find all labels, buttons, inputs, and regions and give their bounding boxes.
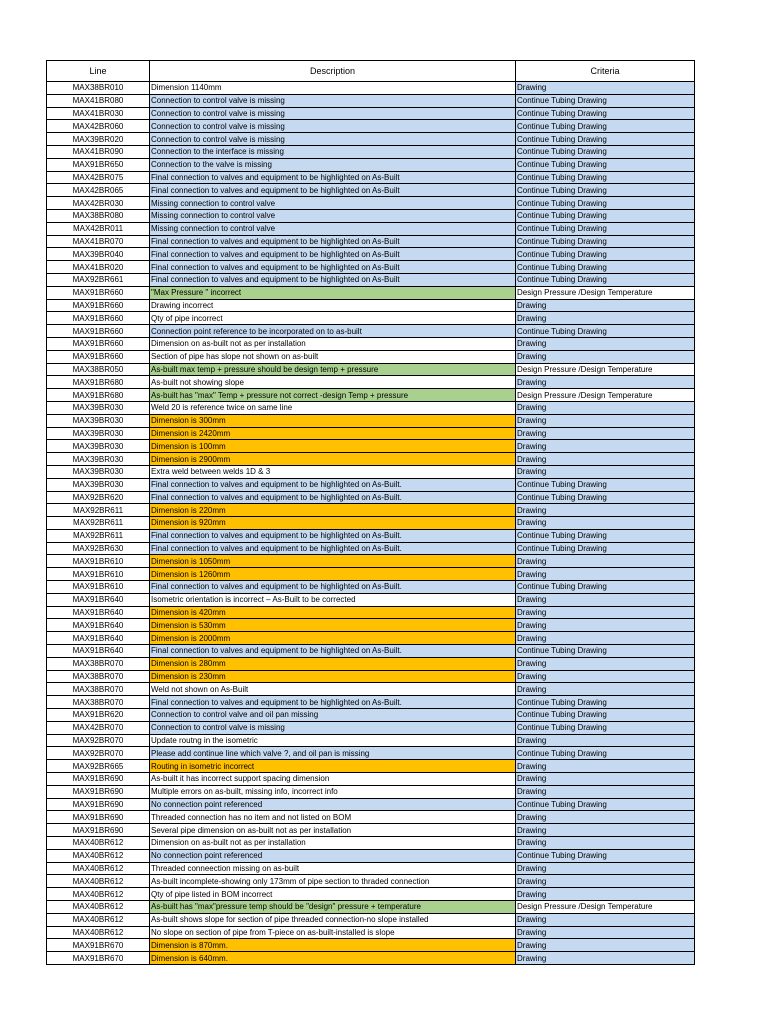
criteria-cell: Continue Tubing Drawing (516, 222, 695, 235)
line-cell: MAX91BR660 (47, 312, 150, 325)
description-cell: Dimension is 920mm (150, 517, 516, 530)
description-cell: Connection point reference to be incorporated on to as-built (150, 325, 516, 338)
table-row (47, 184, 695, 197)
line-cell: MAX42BR030 (47, 197, 150, 210)
line-cell: MAX42BR070 (47, 721, 150, 734)
description-cell: As-built not showing slope (150, 376, 516, 389)
criteria-cell: Drawing (516, 632, 695, 645)
line-cell: MAX42BR065 (47, 184, 150, 197)
table-row (47, 760, 695, 773)
line-cell: MAX39BR030 (47, 440, 150, 453)
line-cell: MAX40BR612 (47, 926, 150, 939)
description-cell: Dimension is 640mm. (150, 952, 516, 965)
criteria-cell: Drawing (516, 401, 695, 414)
description-cell: Drawing incorrect (150, 299, 516, 312)
table-row (47, 606, 695, 619)
criteria-cell: Drawing (516, 555, 695, 568)
criteria-cell: Continue Tubing Drawing (516, 197, 695, 210)
description-cell: Final connection to valves and equipment to be highlighted on As-Built (150, 248, 516, 261)
line-cell: MAX91BR660 (47, 299, 150, 312)
line-cell: MAX91BR640 (47, 645, 150, 658)
description-cell: Dimension on as-built not as per installation (150, 337, 516, 350)
criteria-cell: Drawing (516, 734, 695, 747)
table-row (47, 875, 695, 888)
description-cell: Dimension is 530mm (150, 619, 516, 632)
table-row (47, 568, 695, 581)
description-cell: Dimension is 280mm (150, 657, 516, 670)
criteria-cell: Continue Tubing Drawing (516, 248, 695, 261)
table-row (47, 542, 695, 555)
description-cell: Final connection to valves and equipment to be highlighted on As-Built. (150, 478, 516, 491)
description-cell: "Max Pressure " incorrect (150, 286, 516, 299)
criteria-cell: Drawing (516, 517, 695, 530)
criteria-cell: Drawing (516, 376, 695, 389)
description-cell: Section of pipe has slope not shown on as-built (150, 350, 516, 363)
table-row (47, 414, 695, 427)
table-row (47, 824, 695, 837)
line-cell: MAX92BR611 (47, 517, 150, 530)
description-cell: No connection point referenced (150, 798, 516, 811)
description-cell: Please add continue line which valve ?, and oil pan is missing (150, 747, 516, 760)
line-cell: MAX38BR050 (47, 363, 150, 376)
description-cell: Update routng in the isometric (150, 734, 516, 747)
description-cell: Connection to control valve is missing (150, 107, 516, 120)
line-cell: MAX91BR640 (47, 606, 150, 619)
line-cell: MAX42BR075 (47, 171, 150, 184)
criteria-cell: Continue Tubing Drawing (516, 235, 695, 248)
line-cell: MAX40BR612 (47, 875, 150, 888)
description-cell: Dimension is 300mm (150, 414, 516, 427)
description-cell: Several pipe dimension on as-built not as per installation (150, 824, 516, 837)
description-cell: Missing connection to control valve (150, 197, 516, 210)
table-row (47, 337, 695, 350)
criteria-cell: Continue Tubing Drawing (516, 491, 695, 504)
criteria-cell: Continue Tubing Drawing (516, 94, 695, 107)
table-row (47, 773, 695, 786)
criteria-cell: Design Pressure /Design Temperature (516, 286, 695, 299)
description-cell: Dimension is 230mm (150, 670, 516, 683)
criteria-cell: Drawing (516, 670, 695, 683)
description-cell: As-built incomplete-showing only 173mm of pipe section to thraded connection (150, 875, 516, 888)
table-row (47, 197, 695, 210)
table-row (47, 734, 695, 747)
criteria-cell: Drawing (516, 785, 695, 798)
line-cell: MAX91BR670 (47, 952, 150, 965)
description-cell: Final connection to valves and equipment to be highlighted on As-Built (150, 184, 516, 197)
line-cell: MAX38BR070 (47, 670, 150, 683)
description-cell: Dimension is 2420mm (150, 427, 516, 440)
table-row (47, 158, 695, 171)
header-description: Description (150, 61, 516, 82)
table-row (47, 811, 695, 824)
table-row (47, 555, 695, 568)
line-cell: MAX42BR060 (47, 120, 150, 133)
line-cell: MAX40BR612 (47, 901, 150, 914)
table-row (47, 286, 695, 299)
line-cell: MAX41BR020 (47, 261, 150, 274)
criteria-cell: Drawing (516, 337, 695, 350)
criteria-cell: Drawing (516, 824, 695, 837)
description-cell: Dimension is 2900mm (150, 453, 516, 466)
criteria-cell: Continue Tubing Drawing (516, 478, 695, 491)
description-cell: Final connection to valves and equipment to be highlighted on As-Built. (150, 542, 516, 555)
line-cell: MAX91BR670 (47, 939, 150, 952)
criteria-cell: Design Pressure /Design Temperature (516, 389, 695, 402)
line-cell: MAX92BR665 (47, 760, 150, 773)
description-cell: No slope on section of pipe from T-piece on as-built-installed is slope (150, 926, 516, 939)
criteria-cell: Drawing (516, 875, 695, 888)
criteria-cell: Continue Tubing Drawing (516, 145, 695, 158)
line-cell: MAX40BR612 (47, 888, 150, 901)
criteria-cell: Drawing (516, 606, 695, 619)
description-cell: Weld 20 is reference twice on same line (150, 401, 516, 414)
criteria-cell: Continue Tubing Drawing (516, 133, 695, 146)
description-cell: Dimension is 2000mm (150, 632, 516, 645)
line-cell: MAX38BR070 (47, 657, 150, 670)
description-cell: Final connection to valves and equipment to be highlighted on As-Built (150, 261, 516, 274)
table-row (47, 721, 695, 734)
description-cell: Qty of pipe listed in BOM incorrect (150, 888, 516, 901)
line-cell: MAX40BR612 (47, 913, 150, 926)
criteria-cell: Drawing (516, 82, 695, 95)
line-cell: MAX91BR610 (47, 568, 150, 581)
table-row (47, 325, 695, 338)
criteria-cell: Drawing (516, 427, 695, 440)
description-cell: Missing connection to control valve (150, 222, 516, 235)
table-row (47, 312, 695, 325)
line-cell: MAX92BR611 (47, 529, 150, 542)
line-cell: MAX41BR080 (47, 94, 150, 107)
table-row (47, 709, 695, 722)
table-row (47, 465, 695, 478)
criteria-cell: Drawing (516, 568, 695, 581)
line-cell: MAX39BR020 (47, 133, 150, 146)
criteria-cell: Continue Tubing Drawing (516, 158, 695, 171)
line-cell: MAX38BR070 (47, 683, 150, 696)
line-cell: MAX42BR011 (47, 222, 150, 235)
description-cell: Final connection to valves and equipment to be highlighted on As-Built (150, 235, 516, 248)
criteria-cell: Continue Tubing Drawing (516, 273, 695, 286)
line-cell: MAX39BR040 (47, 248, 150, 261)
table-row (47, 952, 695, 965)
description-cell: No connection point referenced (150, 849, 516, 862)
line-cell: MAX40BR612 (47, 837, 150, 850)
line-cell: MAX91BR690 (47, 798, 150, 811)
description-cell: Qty of pipe incorrect (150, 312, 516, 325)
table-row (47, 440, 695, 453)
criteria-cell: Drawing (516, 862, 695, 875)
description-cell: As-built shows slope for section of pipe threaded connection-no slope installed (150, 913, 516, 926)
criteria-cell: Continue Tubing Drawing (516, 709, 695, 722)
line-cell: MAX91BR690 (47, 785, 150, 798)
table-row (47, 504, 695, 517)
table-row (47, 798, 695, 811)
table-row (47, 273, 695, 286)
line-cell: MAX92BR620 (47, 491, 150, 504)
criteria-cell: Drawing (516, 683, 695, 696)
description-cell: Connection to control valve is missing (150, 120, 516, 133)
line-cell: MAX41BR070 (47, 235, 150, 248)
table-row (47, 913, 695, 926)
table-row (47, 133, 695, 146)
line-cell: MAX38BR010 (47, 82, 150, 95)
table-row (47, 888, 695, 901)
line-cell: MAX91BR650 (47, 158, 150, 171)
table-body (47, 82, 695, 965)
description-cell: Final connection to valves and equipment to be highlighted on As-Built. (150, 645, 516, 658)
description-cell: Multiple errors on as-built, missing info, incorrect info (150, 785, 516, 798)
criteria-cell: Drawing (516, 350, 695, 363)
description-cell: Dimension is 1050mm (150, 555, 516, 568)
table-row (47, 427, 695, 440)
criteria-cell: Drawing (516, 593, 695, 606)
line-cell: MAX91BR660 (47, 286, 150, 299)
line-cell: MAX92BR070 (47, 747, 150, 760)
line-cell: MAX39BR030 (47, 427, 150, 440)
line-cell: MAX92BR630 (47, 542, 150, 555)
line-cell: MAX38BR080 (47, 209, 150, 222)
table-row (47, 670, 695, 683)
criteria-cell: Drawing (516, 760, 695, 773)
table-row (47, 632, 695, 645)
criteria-cell: Drawing (516, 312, 695, 325)
table-row (47, 171, 695, 184)
description-cell: Dimension is 220mm (150, 504, 516, 517)
line-cell: MAX39BR030 (47, 478, 150, 491)
header-row (47, 61, 695, 82)
table-row (47, 939, 695, 952)
table-row (47, 389, 695, 402)
criteria-cell: Drawing (516, 299, 695, 312)
description-cell: Dimension is 420mm (150, 606, 516, 619)
criteria-cell: Drawing (516, 453, 695, 466)
description-cell: Extra weld between welds 1D & 3 (150, 465, 516, 478)
table-row (47, 683, 695, 696)
description-cell: Connection to control valve and oil pan missing (150, 709, 516, 722)
description-cell: Missing connection to control valve (150, 209, 516, 222)
criteria-cell: Continue Tubing Drawing (516, 325, 695, 338)
description-cell: Weld not shown on As-Built (150, 683, 516, 696)
criteria-cell: Drawing (516, 773, 695, 786)
description-cell: Connection to control valve is missing (150, 94, 516, 107)
line-cell: MAX92BR070 (47, 734, 150, 747)
criteria-cell: Drawing (516, 811, 695, 824)
criteria-cell: Drawing (516, 657, 695, 670)
table-row (47, 209, 695, 222)
table-row (47, 593, 695, 606)
table-row (47, 785, 695, 798)
line-cell: MAX91BR640 (47, 593, 150, 606)
line-cell: MAX91BR640 (47, 632, 150, 645)
description-cell: Final connection to valves and equipment to be highlighted on As-Built. (150, 491, 516, 504)
table-row (47, 849, 695, 862)
table-row (47, 619, 695, 632)
table-row (47, 363, 695, 376)
criteria-cell: Drawing (516, 837, 695, 850)
line-cell: MAX91BR680 (47, 376, 150, 389)
table-row (47, 120, 695, 133)
line-cell: MAX91BR660 (47, 325, 150, 338)
table-row (47, 747, 695, 760)
description-cell: Final connection to valves and equipment to be highlighted on As-Built. (150, 529, 516, 542)
criteria-cell: Continue Tubing Drawing (516, 696, 695, 709)
description-cell: Threaded conneection missing on as-built (150, 862, 516, 875)
description-cell: Routing in isometric incorrect (150, 760, 516, 773)
table-row (47, 350, 695, 363)
line-cell: MAX91BR640 (47, 619, 150, 632)
criteria-cell: Drawing (516, 414, 695, 427)
line-cell: MAX38BR070 (47, 696, 150, 709)
criteria-cell: Continue Tubing Drawing (516, 120, 695, 133)
criteria-cell: Continue Tubing Drawing (516, 721, 695, 734)
line-cell: MAX91BR660 (47, 350, 150, 363)
criteria-cell: Drawing (516, 952, 695, 965)
line-cell: MAX92BR611 (47, 504, 150, 517)
description-cell: Isometric orientation is incorrect – As-Built to be corrected (150, 593, 516, 606)
table-row (47, 517, 695, 530)
review-table (46, 60, 695, 965)
description-cell: Dimension 1140mm (150, 82, 516, 95)
criteria-cell: Drawing (516, 913, 695, 926)
description-cell: Connection to the interface is missing (150, 145, 516, 158)
criteria-cell: Drawing (516, 939, 695, 952)
description-cell: Final connection to valves and equipment to be highlighted on As-Built. (150, 581, 516, 594)
table-row (47, 581, 695, 594)
table-row (47, 376, 695, 389)
line-cell: MAX92BR661 (47, 273, 150, 286)
table-row (47, 107, 695, 120)
header-criteria: Criteria (516, 61, 695, 82)
line-cell: MAX91BR690 (47, 811, 150, 824)
table-row (47, 248, 695, 261)
description-cell: Final connection to valves and equipment to be highlighted on As-Built (150, 171, 516, 184)
table-row (47, 222, 695, 235)
table-row (47, 82, 695, 95)
table-row (47, 645, 695, 658)
description-cell: Dimension on as-built not as per installation (150, 837, 516, 850)
line-cell: MAX91BR610 (47, 581, 150, 594)
description-cell: As-built it has incorrect support spacing dimension (150, 773, 516, 786)
table-row (47, 529, 695, 542)
criteria-cell: Continue Tubing Drawing (516, 849, 695, 862)
description-cell: As-built has "max" Temp + pressure not correct -design Temp + pressure (150, 389, 516, 402)
line-cell: MAX91BR680 (47, 389, 150, 402)
line-cell: MAX91BR690 (47, 824, 150, 837)
description-cell: Final connection to valves and equipment to be highlighted on As-Built (150, 273, 516, 286)
line-cell: MAX41BR030 (47, 107, 150, 120)
description-cell: Threaded connection has no item and not listed on BOM (150, 811, 516, 824)
description-cell: As-built max temp + pressure should be design temp + pressure (150, 363, 516, 376)
line-cell: MAX39BR030 (47, 414, 150, 427)
description-cell: Dimension is 100mm (150, 440, 516, 453)
table-row (47, 299, 695, 312)
criteria-cell: Continue Tubing Drawing (516, 184, 695, 197)
line-cell: MAX40BR612 (47, 849, 150, 862)
criteria-cell: Continue Tubing Drawing (516, 645, 695, 658)
table-row (47, 478, 695, 491)
criteria-cell: Drawing (516, 504, 695, 517)
criteria-cell: Continue Tubing Drawing (516, 542, 695, 555)
description-cell: Connection to control valve is missing (150, 133, 516, 146)
criteria-cell: Design Pressure /Design Temperature (516, 363, 695, 376)
description-cell: As-built has "max"pressure temp should be "design" pressure + temperature (150, 901, 516, 914)
table-row (47, 261, 695, 274)
description-cell: Connection to the valve is missing (150, 158, 516, 171)
line-cell: MAX39BR030 (47, 465, 150, 478)
criteria-cell: Drawing (516, 465, 695, 478)
criteria-cell: Continue Tubing Drawing (516, 171, 695, 184)
table-row (47, 145, 695, 158)
table-row (47, 862, 695, 875)
criteria-cell: Continue Tubing Drawing (516, 261, 695, 274)
criteria-cell: Continue Tubing Drawing (516, 107, 695, 120)
header-line: Line (47, 61, 150, 82)
description-cell: Dimension is 870mm. (150, 939, 516, 952)
criteria-cell: Drawing (516, 926, 695, 939)
criteria-cell: Drawing (516, 440, 695, 453)
criteria-cell: Drawing (516, 888, 695, 901)
line-cell: MAX39BR030 (47, 453, 150, 466)
criteria-cell: Continue Tubing Drawing (516, 529, 695, 542)
description-cell: Final connection to valves and equipment to be highlighted on As-Built. (150, 696, 516, 709)
table-row (47, 926, 695, 939)
criteria-cell: Continue Tubing Drawing (516, 747, 695, 760)
table-row (47, 453, 695, 466)
line-cell: MAX91BR610 (47, 555, 150, 568)
table-row (47, 235, 695, 248)
table-row (47, 901, 695, 914)
table-row (47, 491, 695, 504)
table-row (47, 837, 695, 850)
criteria-cell: Design Pressure /Design Temperature (516, 901, 695, 914)
line-cell: MAX91BR660 (47, 337, 150, 350)
table-row (47, 696, 695, 709)
table-row (47, 401, 695, 414)
criteria-cell: Continue Tubing Drawing (516, 209, 695, 222)
description-cell: Dimension is 1260mm (150, 568, 516, 581)
line-cell: MAX40BR612 (47, 862, 150, 875)
line-cell: MAX91BR620 (47, 709, 150, 722)
criteria-cell: Continue Tubing Drawing (516, 798, 695, 811)
criteria-cell: Continue Tubing Drawing (516, 581, 695, 594)
description-cell: Connection to control valve is missing (150, 721, 516, 734)
line-cell: MAX39BR030 (47, 401, 150, 414)
line-cell: MAX41BR090 (47, 145, 150, 158)
table-row (47, 94, 695, 107)
line-cell: MAX91BR690 (47, 773, 150, 786)
criteria-cell: Drawing (516, 619, 695, 632)
table-row (47, 657, 695, 670)
